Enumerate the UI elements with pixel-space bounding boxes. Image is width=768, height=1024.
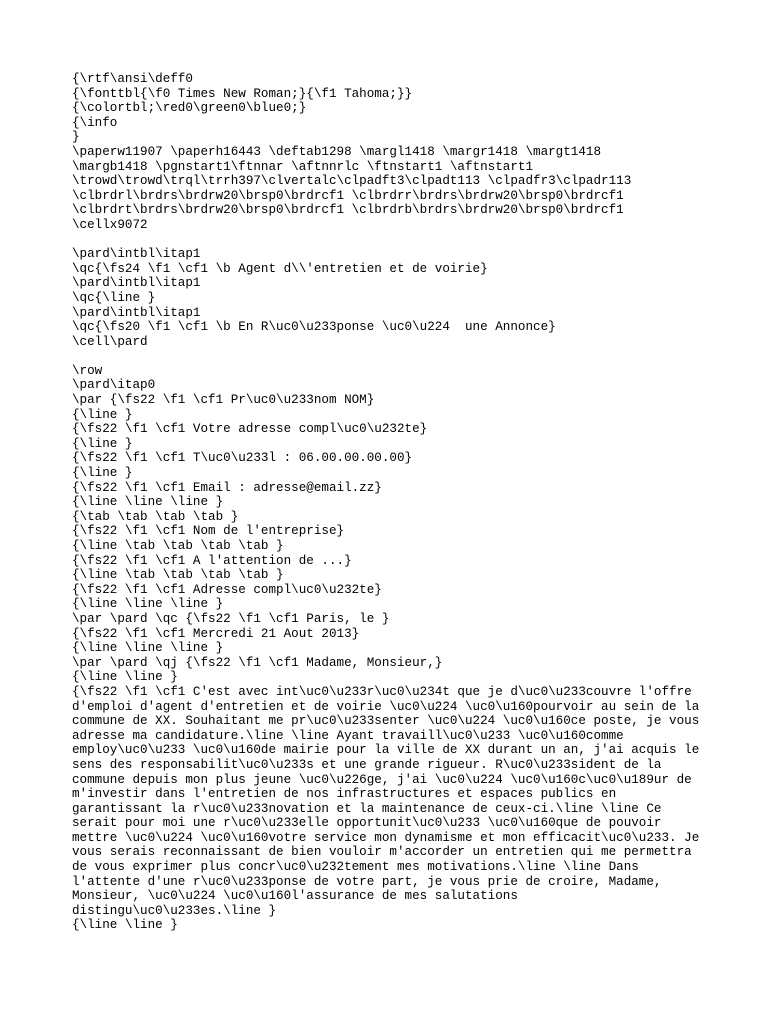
text-line: \qc{\line } — [72, 290, 156, 305]
text-line: \row — [72, 363, 103, 378]
text-line: {\colortbl;\red0\green0\blue0;} — [72, 101, 307, 116]
text-line: {\line \line \line } — [72, 641, 224, 656]
text-line: \paperw11907 \paperh16443 \deftab1298 \margl1418 \margr1418 \margt1418 — [72, 144, 602, 159]
text-line: \pard\itap0 — [72, 378, 156, 393]
text-line — [72, 233, 752, 248]
text-line: commune depuis mon plus jeune \uc0\u226ge, j'ai \uc0\u224 \uc0\u160c\uc0\u189ur de — [72, 772, 692, 787]
text-line: serait pour moi une r\uc0\u233elle opportunit\uc0\u233 \uc0\u160que de pouvoir — [72, 816, 662, 831]
text-line: employ\uc0\u233 \uc0\u160de mairie pour la ville de XX durant un an, j'ai acquis le — [72, 743, 700, 758]
text-line: {\fonttbl{\f0 Times New Roman;}{\f1 Tahoma;}} — [72, 86, 413, 101]
text-line: {\line \tab \tab \tab \tab } — [72, 539, 284, 553]
text-line: \qc{\fs20 \f1 \cf1 \b En R\uc0\u233ponse \uc0\u224 une Annonce} — [72, 320, 556, 335]
text-line: \qc{\fs24 \f1 \cf1 \b Agent d\\'entretien et de voirie} — [72, 261, 488, 276]
text-line: {\fs22 \f1 \cf1 C'est avec int\uc0\u233r\uc0\u234t que je d\uc0\u233couvre l'offre — [72, 684, 692, 699]
text-line: {\line } — [72, 466, 133, 481]
text-line: distingu\uc0\u233es.\line } — [72, 903, 277, 918]
text-line: {\fs22 \f1 \cf1 Votre adresse compl\uc0\u232te} — [72, 422, 428, 437]
text-line: } — [72, 130, 80, 145]
text-line: vous serais reconnaissant de bien vouloir m'accorder un entretien qui me permettra — [72, 845, 692, 860]
text-line: {\fs22 \f1 \cf1 Email : adresse@email.zz} — [72, 480, 382, 495]
text-line: {\tab \tab \tab \tab } — [72, 509, 239, 524]
text-line: {\fs22 \f1 \cf1 Nom de l'entreprise} — [72, 524, 345, 539]
text-line: \par \pard \qj {\fs22 \f1 \cf1 Madame, Monsieur,} — [72, 655, 443, 670]
text-line: \clbrdrt\brdrs\brdrw20\brsp0\brdrcf1 \clbrdrb\brdrs\brdrw20\brsp0\brdrcf1 — [72, 203, 624, 218]
text-line: \par \pard \qc {\fs22 \f1 \cf1 Paris, le } — [72, 611, 390, 626]
text-line: {\fs22 \f1 \cf1 A l'attention de ...} — [72, 553, 352, 568]
text-line: adresse ma candidature.\line \line Ayant travaill\uc0\u233 \uc0\u160comme — [72, 728, 624, 743]
text-line: \cell\pard — [72, 334, 148, 349]
text-line: sens des responsabilit\uc0\u233s et une grande rigueur. R\uc0\u233sident de la — [72, 757, 662, 772]
text-line: \trowd\trowd\trql\trrh397\clvertalc\clpadft3\clpadt113 \clpadfr3\clpadr113 — [72, 174, 632, 189]
text-line: {\line \line \line } — [72, 495, 224, 510]
text-line: {\line } — [72, 436, 133, 451]
text-line: {\line \line } — [72, 670, 178, 685]
text-line: \pard\intbl\itap1 — [72, 305, 201, 320]
text-line: {\fs22 \f1 \cf1 Adresse compl\uc0\u232te} — [72, 582, 382, 597]
text-line: \pard\intbl\itap1 — [72, 276, 201, 291]
text-line: de vous exprimer plus concr\uc0\u232tement mes motivations.\line \line Dans — [72, 860, 639, 875]
text-line: {\line \line } — [72, 918, 178, 933]
text-line: {\fs22 \f1 \cf1 T\uc0\u233l : 06.00.00.00.00} — [72, 451, 413, 466]
text-line: \par {\fs22 \f1 \cf1 Pr\uc0\u233nom NOM} — [72, 393, 375, 408]
text-line: \clbrdrl\brdrs\brdrw20\brsp0\brdrcf1 \clbrdrr\brdrs\brdrw20\brsp0\brdrcf1 — [72, 188, 624, 203]
text-line: mettre \uc0\u224 \uc0\u160votre service mon dynamisme et mon efficacit\uc0\u233. Je — [72, 830, 700, 845]
text-line: d'emploi d'agent d'entretien et de voirie \uc0\u224 \uc0\u160pourvoir au sein de la — [72, 699, 700, 714]
text-line: {\line \line \line } — [72, 597, 224, 612]
text-line: {\fs22 \f1 \cf1 Mercredi 21 Aout 2013} — [72, 626, 360, 641]
text-line: {\info — [72, 115, 118, 130]
text-line: \pard\intbl\itap1 — [72, 247, 201, 262]
text-line: m'investir dans l'entretien de nos infrastructures et espaces publics en — [72, 787, 617, 802]
text-line: {\line \tab \tab \tab \tab } — [72, 568, 284, 583]
text-line: Monsieur, \uc0\u224 \uc0\u160l'assurance de mes salutations — [72, 889, 518, 904]
text-line: \cellx9072 — [72, 217, 148, 232]
text-line: l'attente d'une r\uc0\u233ponse de votre part, je vous prie de croire, Madame, — [72, 874, 662, 889]
text-line: \margb1418 \pgnstart1\ftnnar \aftnnrlc \ftnstart1 \aftnstart1 — [72, 159, 534, 174]
text-line: commune de XX. Souhaitant me pr\uc0\u233senter \uc0\u224 \uc0\u160ce poste, je vous — [72, 714, 700, 729]
text-line: {\line } — [72, 407, 133, 422]
rtf-source-document — [72, 72, 752, 933]
text-line: {\rtf\ansi\deff0 — [72, 72, 193, 86]
text-line: garantissant la r\uc0\u233novation et la maintenance de ceux-ci.\line \line Ce — [72, 801, 662, 816]
text-line — [72, 349, 752, 364]
